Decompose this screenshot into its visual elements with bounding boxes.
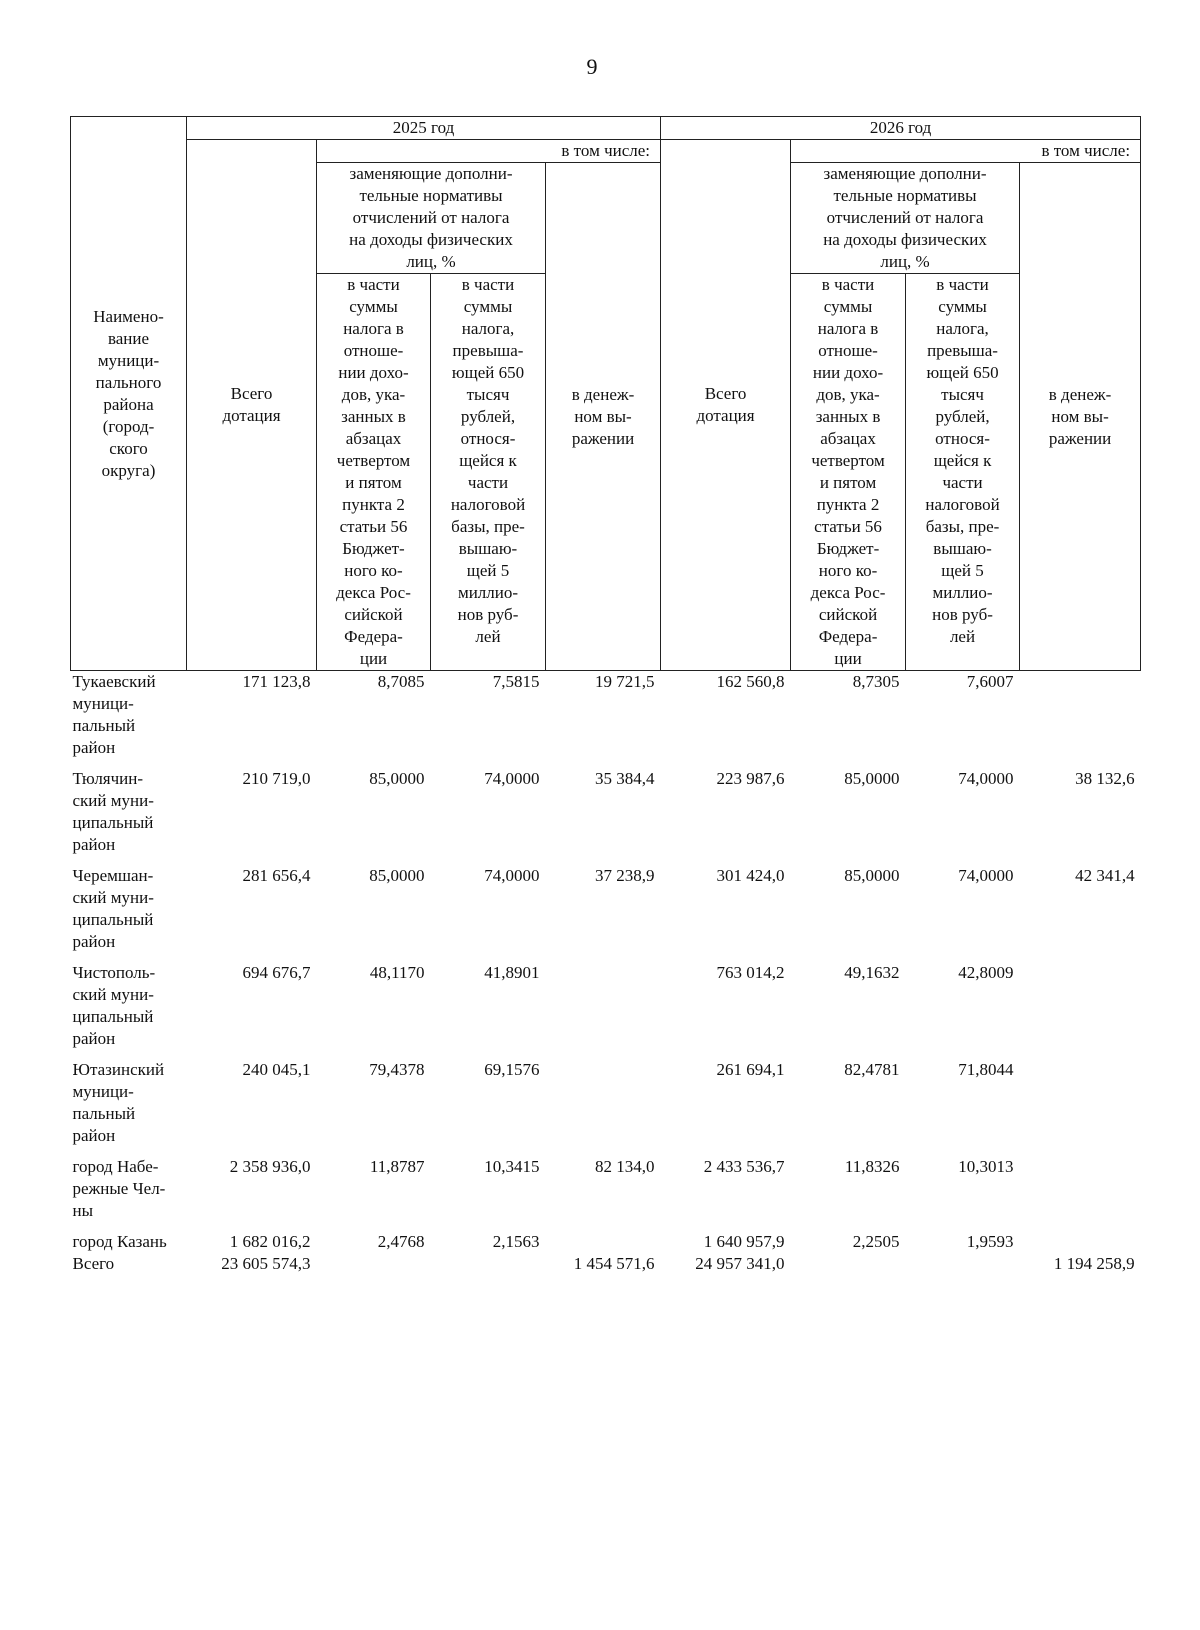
cell-y2-cash: 1 194 258,9	[1053, 1254, 1135, 1273]
cell-y1-b: 41,8901	[484, 963, 540, 982]
cell-y2-total: 2 433 536,7	[703, 1157, 785, 1176]
cell-y1-total: 2 358 936,0	[229, 1157, 311, 1176]
cell-y2-b: 74,0000	[958, 866, 1014, 885]
cell-y1-total: 240 045,1	[242, 1060, 311, 1079]
municipality-name: Тукаевский муници- пальный район	[72, 672, 156, 757]
cell-y2-b: 10,3013	[958, 1157, 1014, 1176]
cell-y2-total: 24 957 341,0	[695, 1254, 785, 1273]
cell-y1-cash: 1 454 571,6	[573, 1254, 655, 1273]
cell-y1-total: 281 656,4	[242, 866, 311, 885]
cell-y2-a: 49,1632	[844, 963, 900, 982]
cell-y1-a: 48,1170	[369, 963, 425, 982]
header-part-a-2026: в части суммы налога в отноше- нии дохо- дов, ука- занных в абзацах четвертом и пятом пункта 2 статьи 56 Бюджет- ного ко- декса Рос- сийской Федера- ции	[791, 274, 906, 671]
cell-y2-total: 301 424,0	[716, 866, 785, 885]
cell-y2-cash: 42 341,4	[1075, 866, 1135, 885]
cell-y1-a: 11,8787	[369, 1157, 425, 1176]
header-total-subsidy-2025: Всего дотация	[187, 140, 317, 671]
cell-y1-a	[317, 1253, 431, 1275]
cell-y1-cash: 35 384,4	[595, 769, 655, 788]
cell-y2-total: 1 640 957,9	[703, 1232, 785, 1251]
municipality-name: город Набе- режные Чел- ны	[72, 1157, 166, 1220]
header-including-2026: в том числе:	[791, 140, 1141, 163]
cell-y1-cash: 19 721,5	[595, 672, 655, 691]
cell-y2-b: 42,8009	[958, 963, 1014, 982]
header-including-2025: в том числе:	[317, 140, 661, 163]
cell-y1-b: 10,3415	[484, 1157, 540, 1176]
municipality-name: Чистополь- ский муни- ципальный район	[72, 963, 156, 1048]
cell-y1-cash: 37 238,9	[595, 866, 655, 885]
cell-y2-a: 2,2505	[852, 1232, 900, 1251]
cell-y1-total: 210 719,0	[242, 769, 311, 788]
municipality-name: Черемшан- ский муни- ципальный район	[72, 866, 154, 951]
table-row	[71, 1231, 1141, 1253]
table-row	[71, 962, 1141, 1059]
subsidy-table	[70, 116, 1141, 1275]
header-replacing-norms-2026: заменяющие дополни- тельные нормативы отчислений от налога на доходы физических лиц, %	[791, 163, 1020, 274]
cell-y2-a: 85,0000	[844, 866, 900, 885]
cell-y1-b: 2,1563	[492, 1232, 540, 1251]
cell-y1-b: 74,0000	[484, 769, 540, 788]
cell-y2-b: 7,6007	[966, 672, 1014, 691]
table-row	[71, 768, 1141, 865]
header-year-2025: 2025 год	[187, 117, 661, 140]
cell-y2-total: 223 987,6	[716, 769, 785, 788]
cell-y2-cash	[1020, 1059, 1141, 1156]
cell-y1-cash	[546, 1059, 661, 1156]
municipality-name: Ютазинский муници- пальный район	[72, 1060, 165, 1145]
header-name-column: Наимено- вание муници- пального района (город- ского округа)	[71, 117, 187, 671]
cell-y2-a: 82,4781	[844, 1060, 900, 1079]
cell-y2-a	[791, 1253, 906, 1275]
table-row	[71, 1156, 1141, 1231]
cell-y1-a: 2,4768	[377, 1232, 425, 1251]
header-total-subsidy-2026: Всего дотация	[661, 140, 791, 671]
table-row	[71, 1253, 1141, 1275]
table-row	[71, 1059, 1141, 1156]
cell-y1-b: 7,5815	[492, 672, 540, 691]
cell-y2-a: 8,7305	[852, 672, 900, 691]
table-body	[71, 671, 1141, 1276]
table-row	[71, 865, 1141, 962]
cell-y2-cash	[1020, 1156, 1141, 1231]
cell-y1-total: 694 676,7	[242, 963, 311, 982]
header-part-b-2026: в части суммы налога, превыша- ющей 650 тысяч рублей, относя- щейся к части налоговой базы, пре- вышаю- щей 5 миллио- нов руб- лей	[906, 274, 1020, 671]
cell-y2-total: 763 014,2	[716, 963, 785, 982]
table-row	[71, 671, 1141, 769]
cell-y1-cash	[546, 962, 661, 1059]
cell-y2-b: 71,8044	[958, 1060, 1014, 1079]
cell-y1-cash	[546, 1231, 661, 1253]
page-number: 9	[586, 54, 598, 79]
cell-y2-a: 85,0000	[844, 769, 900, 788]
cell-y1-b: 69,1576	[484, 1060, 540, 1079]
cell-y1-a: 79,4378	[369, 1060, 425, 1079]
cell-y2-b: 1,9593	[966, 1232, 1014, 1251]
header-cash-2026: в денеж- ном вы- ражении	[1020, 163, 1141, 671]
municipality-name: Всего	[72, 1254, 115, 1273]
municipality-name: Тюлячин- ский муни- ципальный район	[72, 769, 154, 854]
cell-y1-total: 1 682 016,2	[229, 1232, 311, 1251]
cell-y2-cash	[1020, 671, 1141, 769]
header-part-a-2025: в части суммы налога в отноше- нии дохо- дов, ука- занных в абзацах четвертом и пятом пункта 2 статьи 56 Бюджет- ного ко- декса Рос- сийской Федера- ции	[317, 274, 431, 671]
cell-y2-total: 261 694,1	[716, 1060, 785, 1079]
header-year-2026: 2026 год	[661, 117, 1141, 140]
cell-y1-total: 171 123,8	[242, 672, 311, 691]
cell-y1-total: 23 605 574,3	[221, 1254, 311, 1273]
cell-y1-a: 85,0000	[369, 769, 425, 788]
cell-y2-cash	[1020, 1231, 1141, 1253]
cell-y1-b: 74,0000	[484, 866, 540, 885]
cell-y2-b	[906, 1253, 1020, 1275]
municipality-name: город Казань	[72, 1232, 167, 1251]
header-cash-2025: в денеж- ном вы- ражении	[546, 163, 661, 671]
table-header	[71, 117, 1141, 671]
cell-y1-b	[431, 1253, 546, 1275]
cell-y2-total: 162 560,8	[716, 672, 785, 691]
cell-y2-cash	[1020, 962, 1141, 1059]
cell-y2-a: 11,8326	[844, 1157, 900, 1176]
cell-y1-cash: 82 134,0	[595, 1157, 655, 1176]
cell-y2-b: 74,0000	[958, 769, 1014, 788]
cell-y1-a: 8,7085	[377, 672, 425, 691]
cell-y2-cash: 38 132,6	[1075, 769, 1135, 788]
cell-y1-a: 85,0000	[369, 866, 425, 885]
header-replacing-norms-2025: заменяющие дополни- тельные нормативы отчислений от налога на доходы физических лиц, %	[317, 163, 546, 274]
header-part-b-2025: в части суммы налога, превыша- ющей 650 тысяч рублей, относя- щейся к части налоговой базы, пре- вышаю- щей 5 миллио- нов руб- лей	[431, 274, 546, 671]
